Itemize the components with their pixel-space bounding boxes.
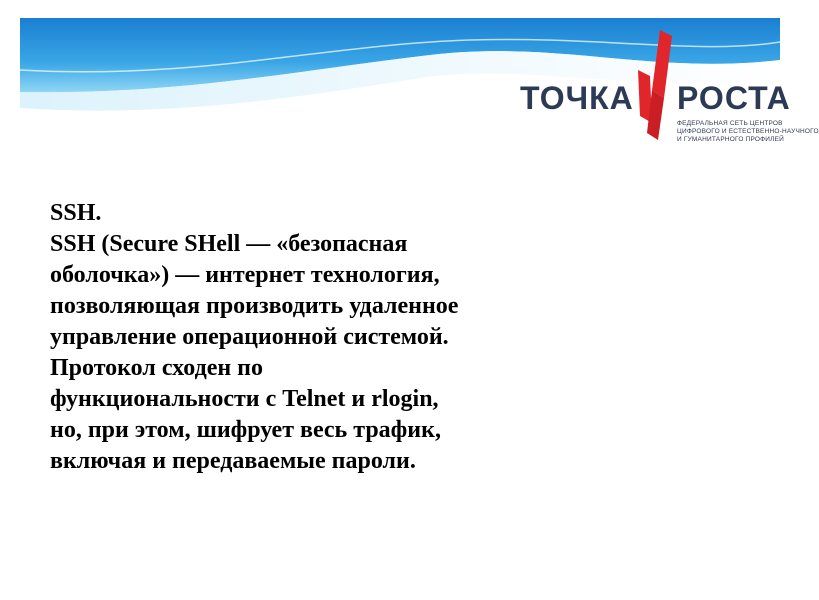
logo-mark-icon bbox=[630, 28, 675, 143]
logo-subtitle-line: И ГУМАНИТАРНОГО ПРОФИЛЕЙ bbox=[677, 136, 785, 143]
logo-subtitle-line: ФЕДЕРАЛЬНАЯ СЕТЬ ЦЕНТРОВ bbox=[677, 120, 783, 127]
body-line: управление операционной системой. bbox=[50, 324, 449, 350]
body-line: оболочка») — интернет технология, bbox=[50, 262, 440, 288]
body-line: Протокол сходен по bbox=[50, 355, 264, 381]
slide-title: SSH. bbox=[50, 200, 102, 226]
body-line: позволяющая производить удаленное bbox=[50, 293, 459, 319]
logo-subtitle-line: ЦИФРОВОГО И ЕСТЕСТВЕННО-НАУЧНОГО bbox=[677, 128, 819, 135]
body-line: но, при этом, шифрует весь трафик, bbox=[50, 417, 441, 443]
body-line: включая и передаваемые пароли. bbox=[50, 448, 416, 474]
tochka-rosta-logo bbox=[515, 28, 819, 153]
body-line: SSH (Secure SHell — «безопасная bbox=[50, 231, 408, 257]
body-line: функциональности с Telnet и rlogin, bbox=[50, 386, 439, 412]
slide-body-text bbox=[50, 198, 610, 477]
logo-word-left: ТОЧКА bbox=[520, 80, 634, 116]
logo-subtitle bbox=[677, 120, 819, 144]
logo-word-right: РОСТА bbox=[677, 80, 791, 116]
